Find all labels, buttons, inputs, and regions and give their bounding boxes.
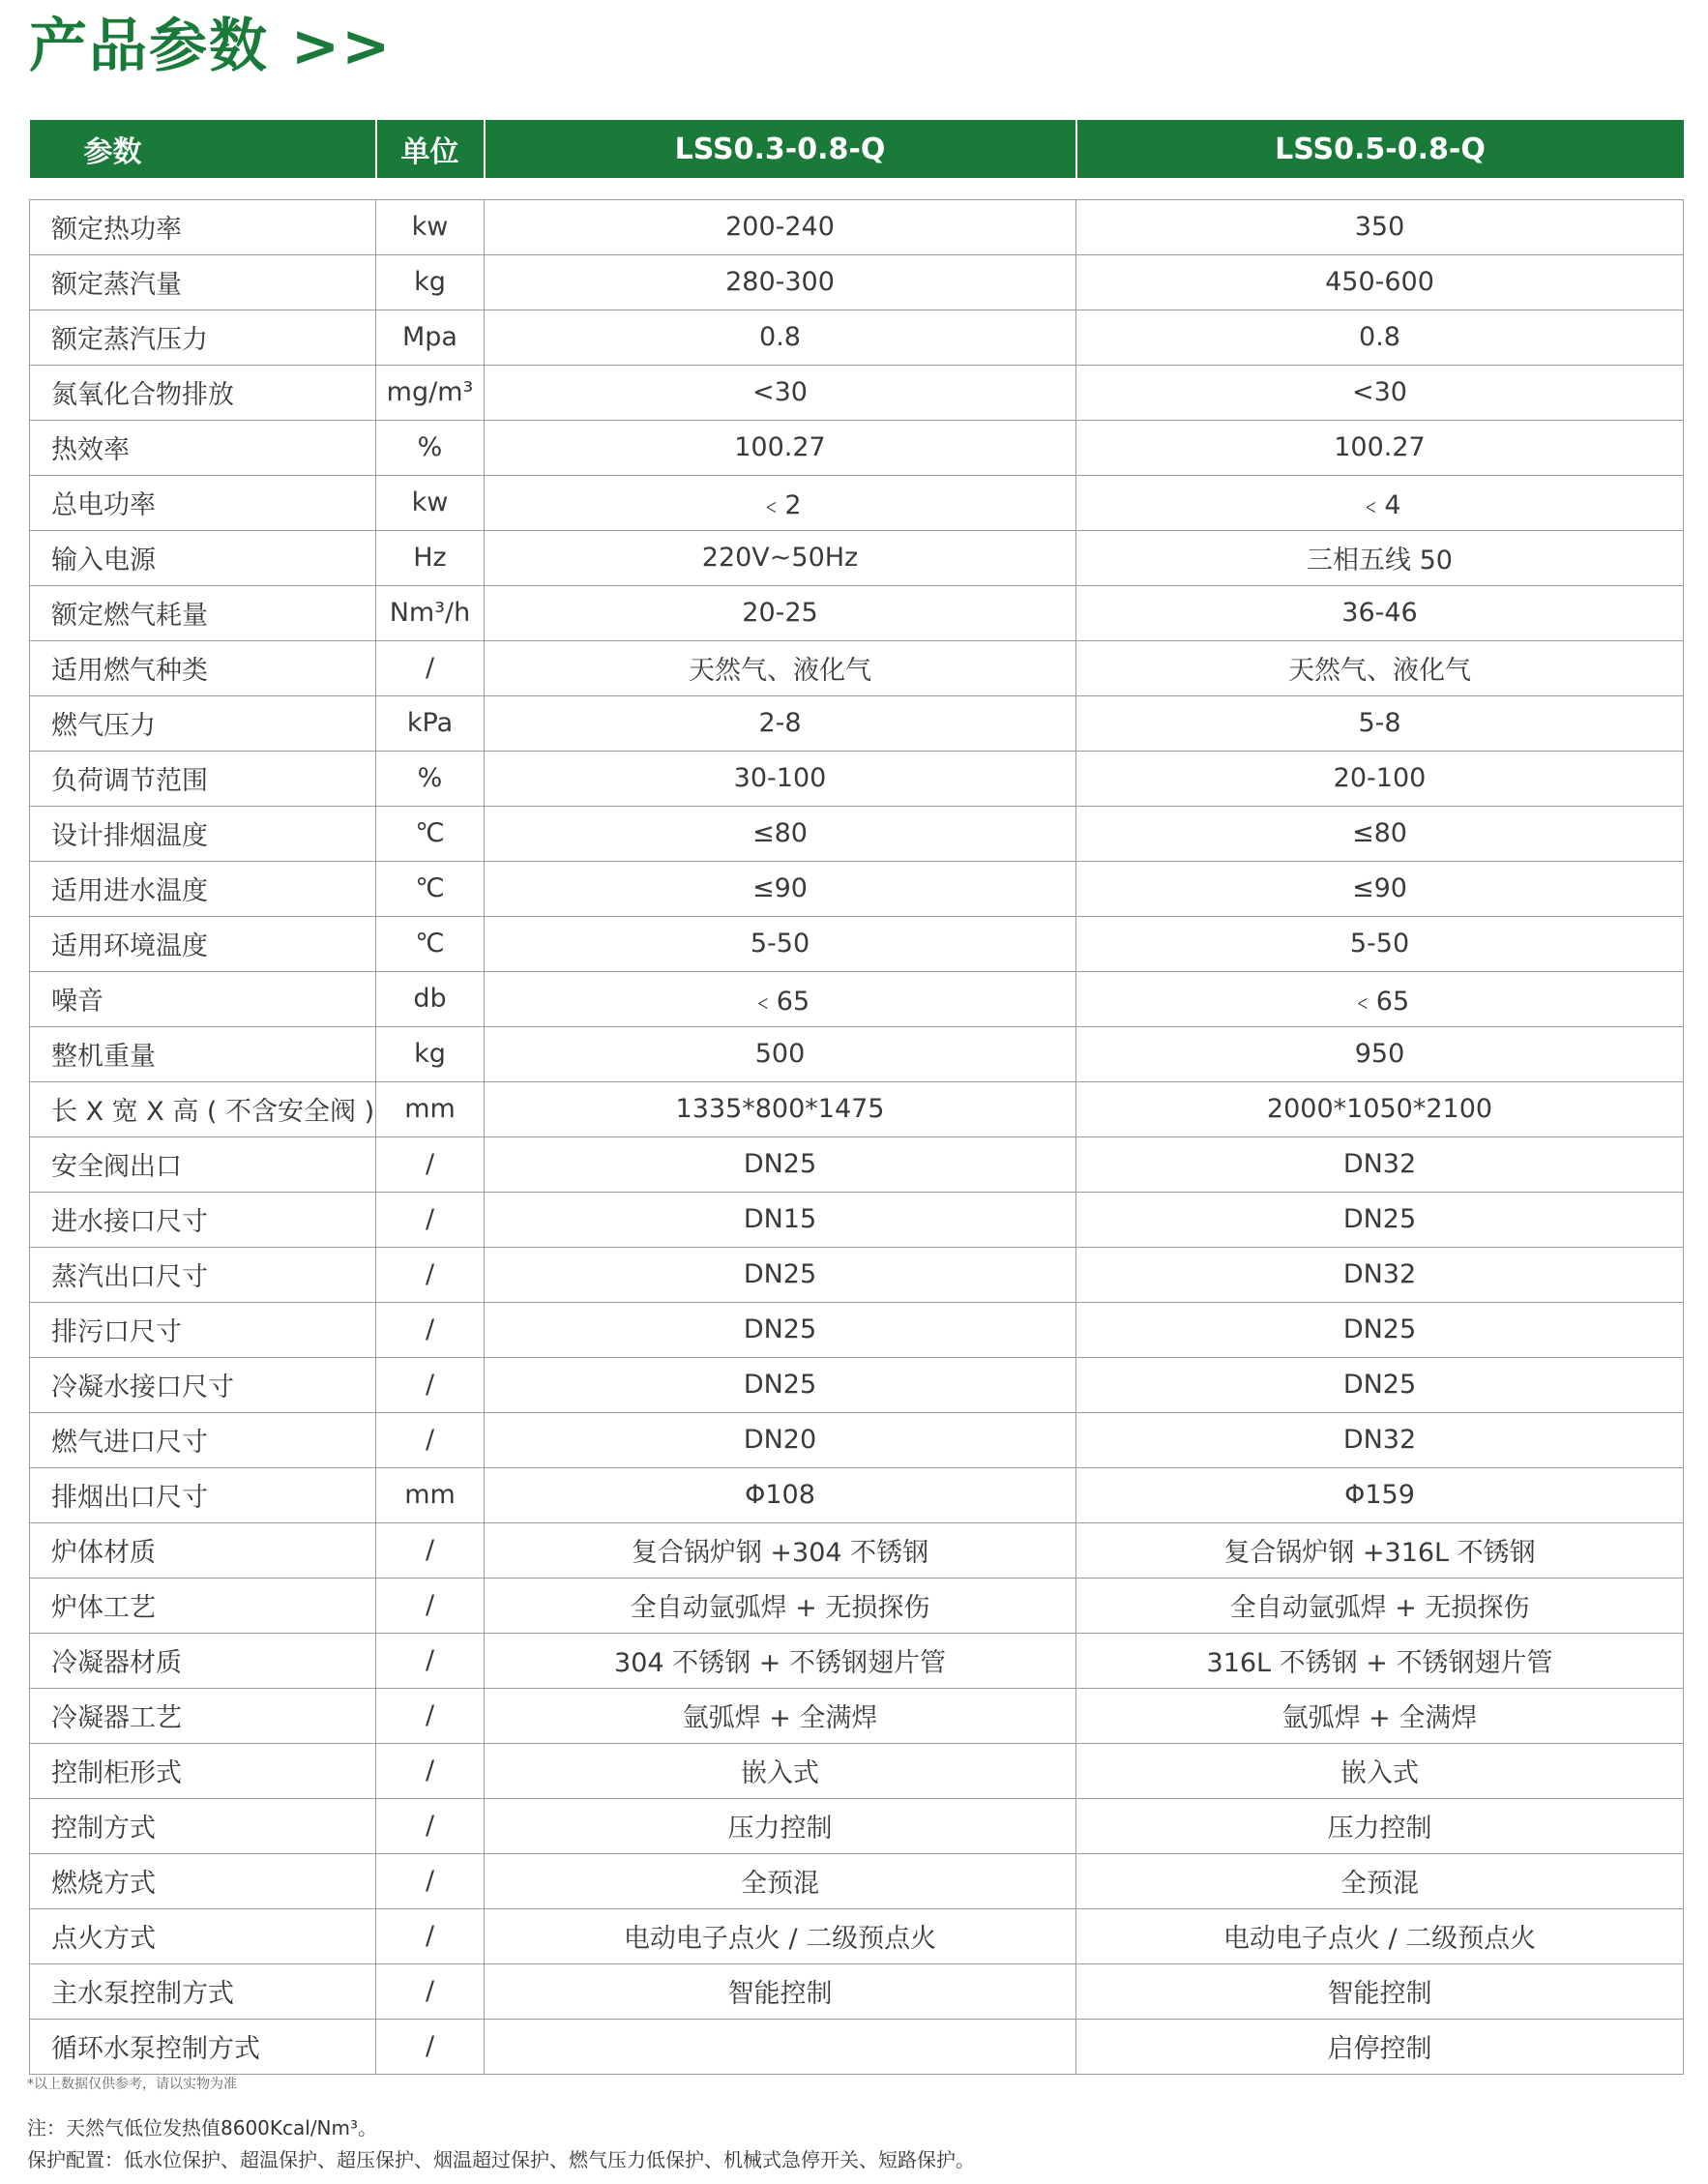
unit-cell: / xyxy=(376,640,485,695)
param-cell: 控制方式 xyxy=(30,1798,376,1853)
model-1-value: 嵌入式 xyxy=(485,1743,1076,1798)
model-2-value: DN32 xyxy=(1076,1412,1684,1467)
table-row xyxy=(30,2019,1684,2074)
param-cell: 主水泵控制方式 xyxy=(30,1963,376,2019)
model-1-value: Φ108 xyxy=(485,1467,1076,1522)
param-cell: 炉体工艺 xyxy=(30,1578,376,1633)
unit-cell: ℃ xyxy=(376,806,485,861)
table-row xyxy=(30,365,1684,420)
param-cell: 安全阀出口 xyxy=(30,1136,376,1192)
model-1-value: DN20 xyxy=(485,1412,1076,1467)
param-cell: 循环水泵控制方式 xyxy=(30,2019,376,2074)
table-row xyxy=(30,1467,1684,1522)
unit-cell: / xyxy=(376,1688,485,1743)
model-1-value: 500 xyxy=(485,1026,1076,1081)
param-cell: 适用燃气种类 xyxy=(30,640,376,695)
header-gap xyxy=(30,178,1684,199)
table-row xyxy=(30,1136,1684,1192)
model-2-value: 智能控制 xyxy=(1076,1963,1684,2019)
model-1-value: ﹤65 xyxy=(485,971,1076,1026)
model-1-value: ≤80 xyxy=(485,806,1076,861)
table-row xyxy=(30,971,1684,1026)
page-title: 产品参数 >> xyxy=(29,13,393,80)
unit-cell: kg xyxy=(376,1026,485,1081)
note-heat-value: 注：天然气低位发热值8600Kcal/Nm³。 xyxy=(27,2116,378,2140)
model-2-value: 复合锅炉钢 +316L 不锈钢 xyxy=(1076,1522,1684,1578)
param-cell: 冷凝水接口尺寸 xyxy=(30,1357,376,1412)
model-1-value: DN25 xyxy=(485,1357,1076,1412)
model-1-value: 220V~50Hz xyxy=(485,530,1076,585)
model-1-value: 5-50 xyxy=(485,916,1076,971)
model-2-value: Φ159 xyxy=(1076,1467,1684,1522)
table-row xyxy=(30,1522,1684,1578)
unit-cell: ℃ xyxy=(376,916,485,971)
model-2-value: 启停控制 xyxy=(1076,2019,1684,2074)
table-row xyxy=(30,1963,1684,2019)
model-1-value: 复合锅炉钢 +304 不锈钢 xyxy=(485,1522,1076,1578)
table-row xyxy=(30,420,1684,475)
model-2-value: 100.27 xyxy=(1076,420,1684,475)
model-2-value: 36-46 xyxy=(1076,585,1684,640)
model-2-value: 0.8 xyxy=(1076,310,1684,365)
param-cell: 炉体材质 xyxy=(30,1522,376,1578)
model-1-value: DN15 xyxy=(485,1192,1076,1247)
unit-cell: / xyxy=(376,1412,485,1467)
table-row xyxy=(30,530,1684,585)
model-1-value: 30-100 xyxy=(485,751,1076,806)
unit-cell: / xyxy=(376,1798,485,1853)
model-2-value: 三相五线 50 xyxy=(1076,530,1684,585)
table-row xyxy=(30,1247,1684,1302)
table-row xyxy=(30,475,1684,530)
model-1-value: 天然气、液化气 xyxy=(485,640,1076,695)
model-1-value: 20-25 xyxy=(485,585,1076,640)
disclaimer: *以上数据仅供参考，请以实物为准 xyxy=(27,2077,237,2092)
header-unit: 单位 xyxy=(376,120,485,178)
param-cell: 进水接口尺寸 xyxy=(30,1192,376,1247)
model-1-value: 1335*800*1475 xyxy=(485,1081,1076,1136)
unit-cell: / xyxy=(376,1853,485,1908)
model-1-value: DN25 xyxy=(485,1302,1076,1357)
model-1-value: 280-300 xyxy=(485,254,1076,310)
unit-cell: mm xyxy=(376,1081,485,1136)
unit-cell: kg xyxy=(376,254,485,310)
model-1-value: 304 不锈钢 + 不锈钢翅片管 xyxy=(485,1633,1076,1688)
unit-cell: kPa xyxy=(376,695,485,751)
table-row xyxy=(30,1853,1684,1908)
model-1-value: 压力控制 xyxy=(485,1798,1076,1853)
param-cell: 总电功率 xyxy=(30,475,376,530)
model-2-value: DN32 xyxy=(1076,1247,1684,1302)
model-1-value: 全预混 xyxy=(485,1853,1076,1908)
model-2-value: DN25 xyxy=(1076,1192,1684,1247)
model-1-value: 200-240 xyxy=(485,199,1076,254)
model-2-value: 350 xyxy=(1076,199,1684,254)
note-protection: 保护配置：低水位保护、超温保护、超压保护、烟温超过保护、燃气压力低保护、机械式急停开关、短路保护。 xyxy=(27,2148,975,2171)
param-cell: 额定热功率 xyxy=(30,199,376,254)
table-row xyxy=(30,806,1684,861)
model-1-value: 氩弧焊 + 全满焊 xyxy=(485,1688,1076,1743)
param-cell: 燃烧方式 xyxy=(30,1853,376,1908)
unit-cell: Nm³/h xyxy=(376,585,485,640)
spec-table-header xyxy=(30,120,1684,178)
param-cell: 燃气进口尺寸 xyxy=(30,1412,376,1467)
param-cell: 设计排烟温度 xyxy=(30,806,376,861)
table-row xyxy=(30,254,1684,310)
unit-cell: / xyxy=(376,1247,485,1302)
model-1-value: <30 xyxy=(485,365,1076,420)
param-cell: 燃气压力 xyxy=(30,695,376,751)
table-row xyxy=(30,310,1684,365)
table-row xyxy=(30,585,1684,640)
table-row xyxy=(30,1743,1684,1798)
unit-cell: / xyxy=(376,1743,485,1798)
table-row xyxy=(30,861,1684,916)
param-cell: 负荷调节范围 xyxy=(30,751,376,806)
model-1-value: 100.27 xyxy=(485,420,1076,475)
table-row xyxy=(30,751,1684,806)
model-2-value: 316L 不锈钢 + 不锈钢翅片管 xyxy=(1076,1633,1684,1688)
model-1-value: 智能控制 xyxy=(485,1963,1076,2019)
unit-cell: % xyxy=(376,751,485,806)
table-row xyxy=(30,1192,1684,1247)
unit-cell: ℃ xyxy=(376,861,485,916)
spec-table-body xyxy=(30,199,1684,2074)
model-2-value: DN32 xyxy=(1076,1136,1684,1192)
unit-cell: / xyxy=(376,1578,485,1633)
model-1-value: DN25 xyxy=(485,1247,1076,1302)
param-cell: 输入电源 xyxy=(30,530,376,585)
model-2-value: ﹤4 xyxy=(1076,475,1684,530)
unit-cell: Mpa xyxy=(376,310,485,365)
unit-cell: / xyxy=(376,1357,485,1412)
header-param: 参数 xyxy=(30,120,376,178)
table-row xyxy=(30,1081,1684,1136)
model-1-value: ≤90 xyxy=(485,861,1076,916)
unit-cell: / xyxy=(376,1908,485,1963)
param-cell: 排污口尺寸 xyxy=(30,1302,376,1357)
unit-cell: db xyxy=(376,971,485,1026)
param-cell: 噪音 xyxy=(30,971,376,1026)
model-2-value: <30 xyxy=(1076,365,1684,420)
unit-cell: / xyxy=(376,1136,485,1192)
param-cell: 长 X 宽 X 高 ( 不含安全阀 ) xyxy=(30,1081,376,1136)
table-row xyxy=(30,1302,1684,1357)
model-2-value: 2000*1050*2100 xyxy=(1076,1081,1684,1136)
unit-cell: / xyxy=(376,1963,485,2019)
model-2-value: 5-8 xyxy=(1076,695,1684,751)
param-cell: 整机重量 xyxy=(30,1026,376,1081)
param-cell: 额定燃气耗量 xyxy=(30,585,376,640)
param-cell: 热效率 xyxy=(30,420,376,475)
table-row xyxy=(30,1908,1684,1963)
unit-cell: kw xyxy=(376,475,485,530)
header-model-2: LSS0.5-0.8-Q xyxy=(1275,132,1486,166)
model-1-value: DN25 xyxy=(485,1136,1076,1192)
gap-row xyxy=(30,178,1684,199)
param-cell: 点火方式 xyxy=(30,1908,376,1963)
model-2-value: 全自动氩弧焊 + 无损探伤 xyxy=(1076,1578,1684,1633)
model-2-value: 450-600 xyxy=(1076,254,1684,310)
table-row xyxy=(30,1798,1684,1853)
model-2-value: DN25 xyxy=(1076,1302,1684,1357)
spec-table xyxy=(29,120,1684,2075)
model-2-value: 全预混 xyxy=(1076,1853,1684,1908)
model-2-value: 5-50 xyxy=(1076,916,1684,971)
header-row xyxy=(30,120,1684,178)
param-cell: 冷凝器材质 xyxy=(30,1633,376,1688)
unit-cell: / xyxy=(376,1192,485,1247)
unit-cell: / xyxy=(376,1302,485,1357)
table-row xyxy=(30,1578,1684,1633)
model-1-value: 电动电子点火 / 二级预点火 xyxy=(485,1908,1076,1963)
table-row xyxy=(30,1357,1684,1412)
table-row xyxy=(30,199,1684,254)
param-cell: 控制柜形式 xyxy=(30,1743,376,1798)
model-2-value: 950 xyxy=(1076,1026,1684,1081)
model-2-value: 天然气、液化气 xyxy=(1076,640,1684,695)
table-row xyxy=(30,640,1684,695)
unit-cell: / xyxy=(376,1522,485,1578)
unit-cell: mg/m³ xyxy=(376,365,485,420)
unit-cell: Hz xyxy=(376,530,485,585)
table-row xyxy=(30,695,1684,751)
unit-cell: / xyxy=(376,2019,485,2074)
model-2-value: 20-100 xyxy=(1076,751,1684,806)
model-1-value: ﹤2 xyxy=(485,475,1076,530)
model-1-value: 2-8 xyxy=(485,695,1076,751)
param-cell: 蒸汽出口尺寸 xyxy=(30,1247,376,1302)
model-2-value: 氩弧焊 + 全满焊 xyxy=(1076,1688,1684,1743)
model-2-value: ≤80 xyxy=(1076,806,1684,861)
table-row xyxy=(30,916,1684,971)
param-cell: 额定蒸汽压力 xyxy=(30,310,376,365)
model-2-value: ﹤65 xyxy=(1076,971,1684,1026)
table-row xyxy=(30,1633,1684,1688)
model-2-value: DN25 xyxy=(1076,1357,1684,1412)
model-2-value: ≤90 xyxy=(1076,861,1684,916)
unit-cell: / xyxy=(376,1633,485,1688)
model-1-value xyxy=(485,2019,1076,2074)
param-cell: 适用环境温度 xyxy=(30,916,376,971)
model-2-value: 电动电子点火 / 二级预点火 xyxy=(1076,1908,1684,1963)
header-model-1: LSS0.3-0.8-Q xyxy=(485,120,1076,178)
table-row xyxy=(30,1688,1684,1743)
param-cell: 排烟出口尺寸 xyxy=(30,1467,376,1522)
unit-cell: % xyxy=(376,420,485,475)
unit-cell: mm xyxy=(376,1467,485,1522)
model-1-value: 全自动氩弧焊 + 无损探伤 xyxy=(485,1578,1076,1633)
model-2-value: 嵌入式 xyxy=(1076,1743,1684,1798)
param-cell: 氮氧化合物排放 xyxy=(30,365,376,420)
table-row xyxy=(30,1412,1684,1467)
param-cell: 冷凝器工艺 xyxy=(30,1688,376,1743)
table-row xyxy=(30,1026,1684,1081)
unit-cell: kw xyxy=(376,199,485,254)
model-1-value: 0.8 xyxy=(485,310,1076,365)
param-cell: 额定蒸汽量 xyxy=(30,254,376,310)
param-cell: 适用进水温度 xyxy=(30,861,376,916)
model-2-value: 压力控制 xyxy=(1076,1798,1684,1853)
